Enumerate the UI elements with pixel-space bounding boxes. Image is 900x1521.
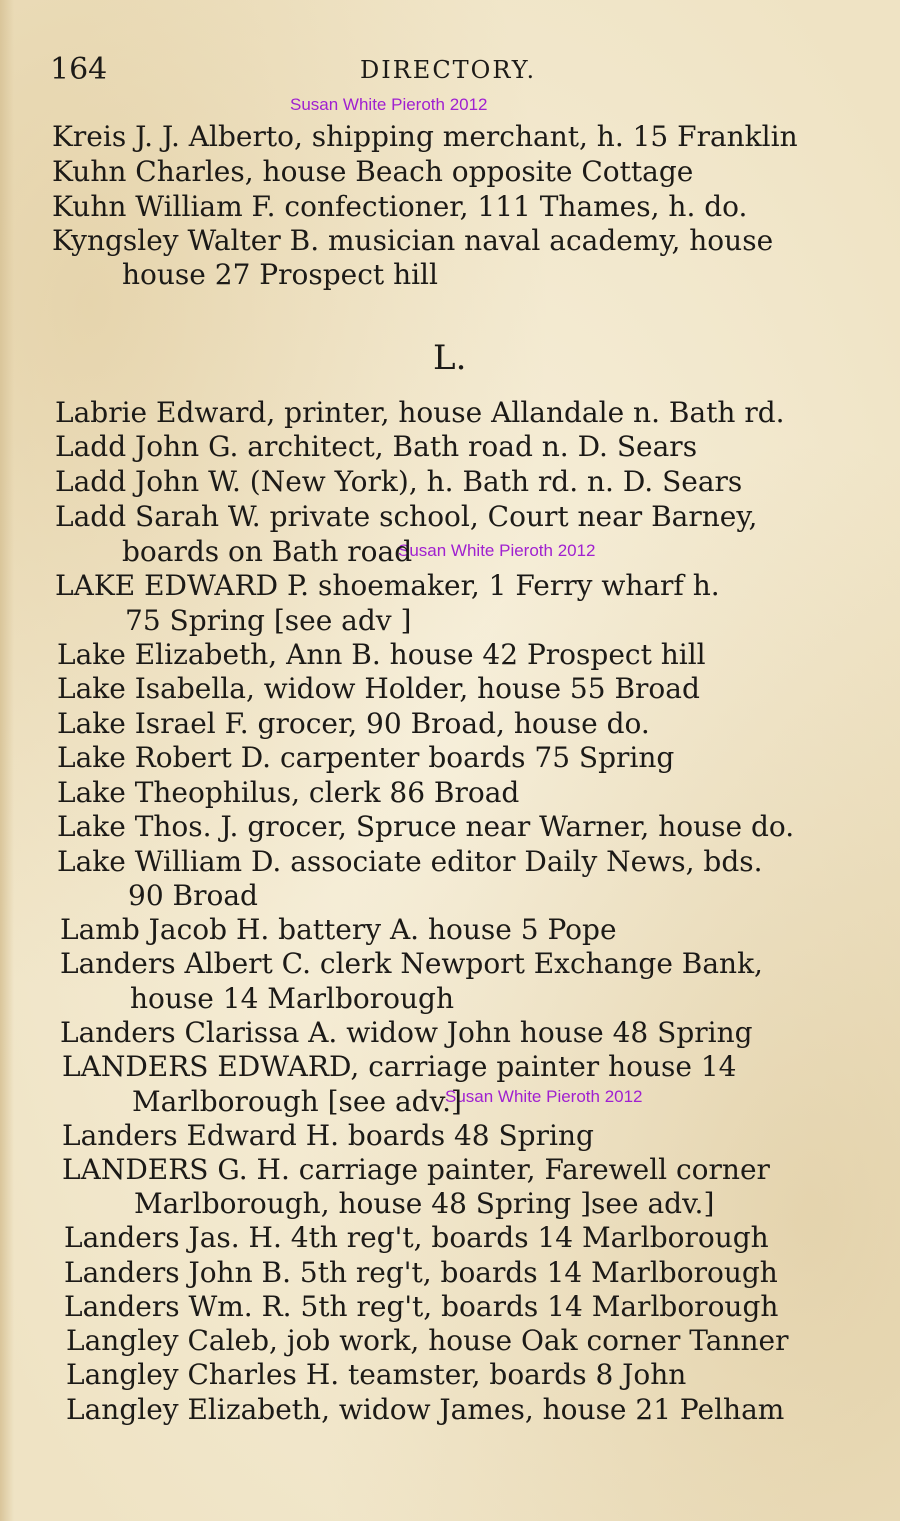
directory-entry: LANDERS G. H. carriage painter, Farewell corner xyxy=(62,1153,770,1186)
directory-entry-continuation: Marlborough [see adv.] xyxy=(132,1085,462,1118)
watermark: Susan White Pieroth 2012 xyxy=(398,541,596,560)
directory-entry: Ladd John W. (New York), h. Bath rd. n. D. Sears xyxy=(55,465,743,498)
directory-entry: Landers John B. 5th reg't, boards 14 Marlborough xyxy=(64,1256,778,1289)
directory-entry: Lamb Jacob H. battery A. house 5 Pope xyxy=(60,913,617,946)
directory-entry-continuation: 90 Broad xyxy=(128,879,258,912)
watermark: Susan White Pieroth 2012 xyxy=(290,95,488,114)
directory-entry: Lake William D. associate editor Daily News, bds. xyxy=(57,845,763,878)
running-head: DIRECTORY. xyxy=(360,56,537,84)
directory-entry: Langley Elizabeth, widow James, house 21 Pelham xyxy=(66,1393,785,1426)
directory-entry: Langley Caleb, job work, house Oak corner Tanner xyxy=(66,1324,789,1357)
directory-entry: Lake Thos. J. grocer, Spruce near Warner, house do. xyxy=(57,810,795,843)
page-number: 164 xyxy=(50,52,108,87)
section-letter: L. xyxy=(433,338,467,378)
directory-entry-continuation: house 14 Marlborough xyxy=(130,982,455,1015)
directory-entry: Labrie Edward, printer, house Allandale n. Bath rd. xyxy=(55,396,785,429)
directory-entry: Ladd John G. architect, Bath road n. D. Sears xyxy=(55,430,698,463)
page-header xyxy=(50,52,850,92)
directory-entry-continuation: Marlborough, house 48 Spring ]see adv.] xyxy=(134,1187,715,1220)
directory-entry: LAKE EDWARD P. shoemaker, 1 Ferry wharf h. xyxy=(55,569,720,602)
directory-entry: Landers Albert C. clerk Newport Exchange Bank, xyxy=(60,947,763,980)
directory-entry: Lake Theophilus, clerk 86 Broad xyxy=(57,776,520,809)
directory-entry: Kyngsley Walter B. musician naval academy, house xyxy=(52,224,774,257)
directory-entry: Landers Wm. R. 5th reg't, boards 14 Marlborough xyxy=(64,1290,779,1323)
directory-entry: Landers Jas. H. 4th reg't, boards 14 Marlborough xyxy=(64,1221,769,1254)
directory-entry: Landers Clarissa A. widow John house 48 Spring xyxy=(60,1016,753,1049)
directory-entry: Kuhn Charles, house Beach opposite Cottage xyxy=(52,155,694,188)
directory-entry: LANDERS EDWARD, carriage painter house 14 xyxy=(62,1050,737,1083)
directory-entry-continuation: 75 Spring [see adv ] xyxy=(125,604,412,637)
watermark: Susan White Pieroth 2012 xyxy=(445,1087,643,1106)
directory-entry: Lake Isabella, widow Holder, house 55 Broad xyxy=(57,672,700,705)
directory-entry-continuation: boards on Bath road xyxy=(122,535,413,568)
directory-entry: Ladd Sarah W. private school, Court near Barney, xyxy=(55,500,758,533)
directory-entry: Landers Edward H. boards 48 Spring xyxy=(62,1119,594,1152)
page-edge-shadow xyxy=(0,0,14,1521)
directory-entry: Lake Robert D. carpenter boards 75 Spring xyxy=(57,741,675,774)
directory-entry: Kreis J. J. Alberto, shipping merchant, h. 15 Franklin xyxy=(52,120,798,153)
directory-entry: Langley Charles H. teamster, boards 8 John xyxy=(66,1358,687,1391)
directory-entry: Lake Elizabeth, Ann B. house 42 Prospect hill xyxy=(57,638,706,671)
directory-entry-continuation: house 27 Prospect hill xyxy=(122,258,438,291)
directory-entry: Kuhn William F. confectioner, 111 Thames, h. do. xyxy=(52,190,748,223)
directory-entry: Lake Israel F. grocer, 90 Broad, house do. xyxy=(57,707,650,740)
